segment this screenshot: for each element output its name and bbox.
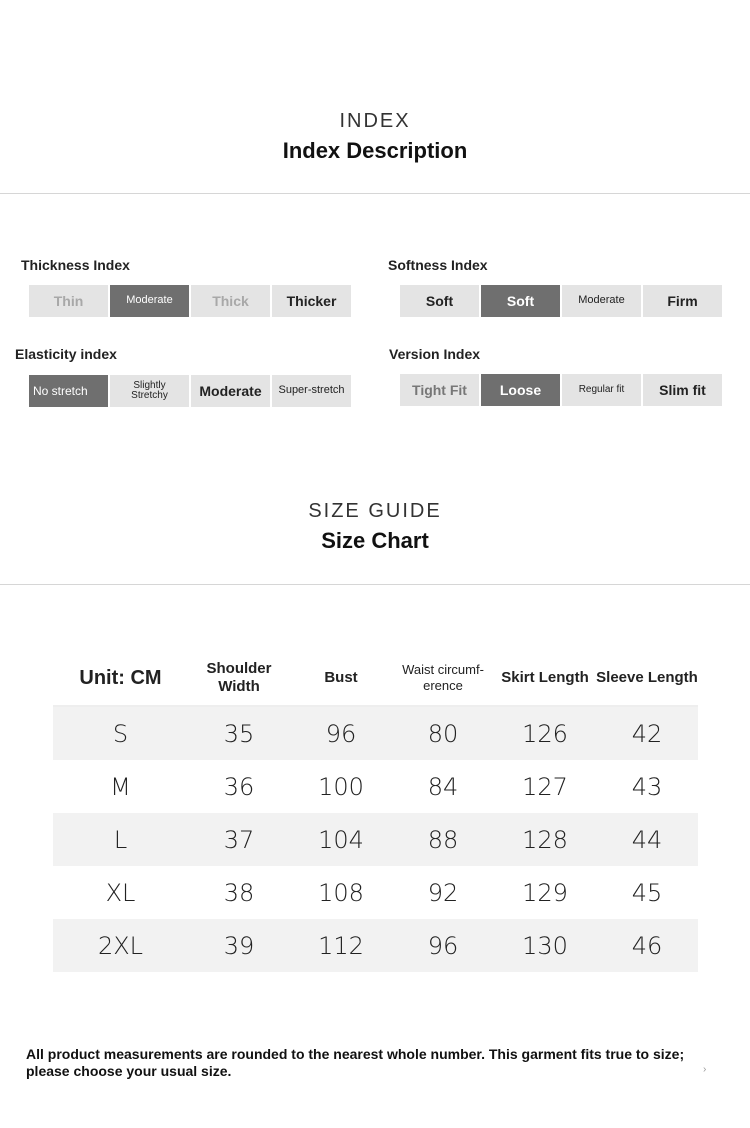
table-row <box>53 919 698 972</box>
section-divider <box>0 193 750 194</box>
elasticity-option-no-stretch: No stretch <box>29 375 108 407</box>
version-option-slim-fit: Slim fit <box>643 374 722 406</box>
shoulder-cell: 36 <box>223 772 255 801</box>
header-shoulder-width: Shoulder Width <box>188 650 290 706</box>
sizing-note: All product measurements are rounded to the nearest whole number. This garment fits true to size; please choose your usual size. <box>26 1046 685 1079</box>
version-scale <box>400 374 722 406</box>
index-title: Index Description <box>282 138 468 163</box>
size-cell: 2XL <box>53 919 188 972</box>
sleeve-length-cell: 45 <box>631 878 663 907</box>
version-option-loose: Loose <box>481 374 560 406</box>
version-index-label: Version Index <box>389 346 481 362</box>
elasticity-scale <box>29 375 351 407</box>
bust-cell: 100 <box>318 772 364 801</box>
size-chart-title: Size Chart <box>321 528 429 553</box>
thickness-option-thin: Thin <box>29 285 108 317</box>
sleeve-length-cell: 46 <box>596 919 698 972</box>
elasticity-option-super-stretch: Super-stretch <box>272 375 351 407</box>
waist-cell: 88 <box>392 813 494 866</box>
table-row <box>53 706 698 760</box>
size-cell: XL <box>105 878 136 907</box>
sleeve-length-cell: 43 <box>631 772 663 801</box>
header-waist-circumference: Waist circumf-erence <box>392 650 494 706</box>
size-cell: S <box>53 706 188 760</box>
skirt-length-cell: 126 <box>494 706 596 760</box>
header-sleeve-length: Sleeve Length <box>596 650 698 706</box>
size-guide-kicker: SIZE GUIDE <box>308 500 442 522</box>
skirt-length-cell: 130 <box>494 919 596 972</box>
skirt-length-cell: 127 <box>522 772 568 801</box>
shoulder-cell: 35 <box>188 706 290 760</box>
size-cell: L <box>53 813 188 866</box>
bust-cell: 112 <box>290 919 392 972</box>
header-unit: Unit: CM <box>53 650 188 706</box>
table-row <box>53 866 698 919</box>
softness-option-soft: Soft <box>400 285 479 317</box>
shoulder-cell: 39 <box>188 919 290 972</box>
softness-option-soft-selected: Soft <box>481 285 560 317</box>
shoulder-cell: 38 <box>223 878 255 907</box>
waist-cell: 96 <box>392 919 494 972</box>
elasticity-index-label: Elasticity index <box>15 346 117 362</box>
index-kicker: INDEX <box>339 110 411 132</box>
shoulder-cell: 37 <box>188 813 290 866</box>
header-skirt-length: Skirt Length <box>494 650 596 706</box>
version-option-tight-fit: Tight Fit <box>400 374 479 406</box>
sleeve-length-cell: 42 <box>596 706 698 760</box>
section-divider <box>0 584 750 585</box>
skirt-length-cell: 129 <box>522 878 568 907</box>
thickness-index-label: Thickness Index <box>21 257 130 273</box>
chevron-right-icon: › <box>703 1064 707 1075</box>
table-row <box>53 760 698 813</box>
size-table <box>53 650 698 972</box>
table-header-row <box>53 650 698 706</box>
header-bust: Bust <box>290 650 392 706</box>
elasticity-option-slightly-stretchy: Slightly Stretchy <box>110 375 189 407</box>
thickness-scale <box>29 285 351 317</box>
sleeve-length-cell: 44 <box>596 813 698 866</box>
bust-cell: 104 <box>290 813 392 866</box>
softness-option-firm: Firm <box>643 285 722 317</box>
size-cell: M <box>110 772 131 801</box>
softness-scale <box>400 285 722 317</box>
version-option-regular-fit: Regular fit <box>562 374 641 406</box>
bust-cell: 108 <box>318 878 364 907</box>
thickness-option-thicker: Thicker <box>272 285 351 317</box>
waist-cell: 92 <box>427 878 459 907</box>
table-row <box>53 813 698 866</box>
bust-cell: 96 <box>290 706 392 760</box>
waist-cell: 80 <box>392 706 494 760</box>
thickness-option-moderate: Moderate <box>110 285 189 317</box>
softness-option-moderate: Moderate <box>562 285 641 317</box>
elasticity-option-moderate: Moderate <box>191 375 270 407</box>
softness-index-label: Softness Index <box>388 257 488 273</box>
waist-cell: 84 <box>427 772 459 801</box>
skirt-length-cell: 128 <box>494 813 596 866</box>
thickness-option-thick: Thick <box>191 285 270 317</box>
